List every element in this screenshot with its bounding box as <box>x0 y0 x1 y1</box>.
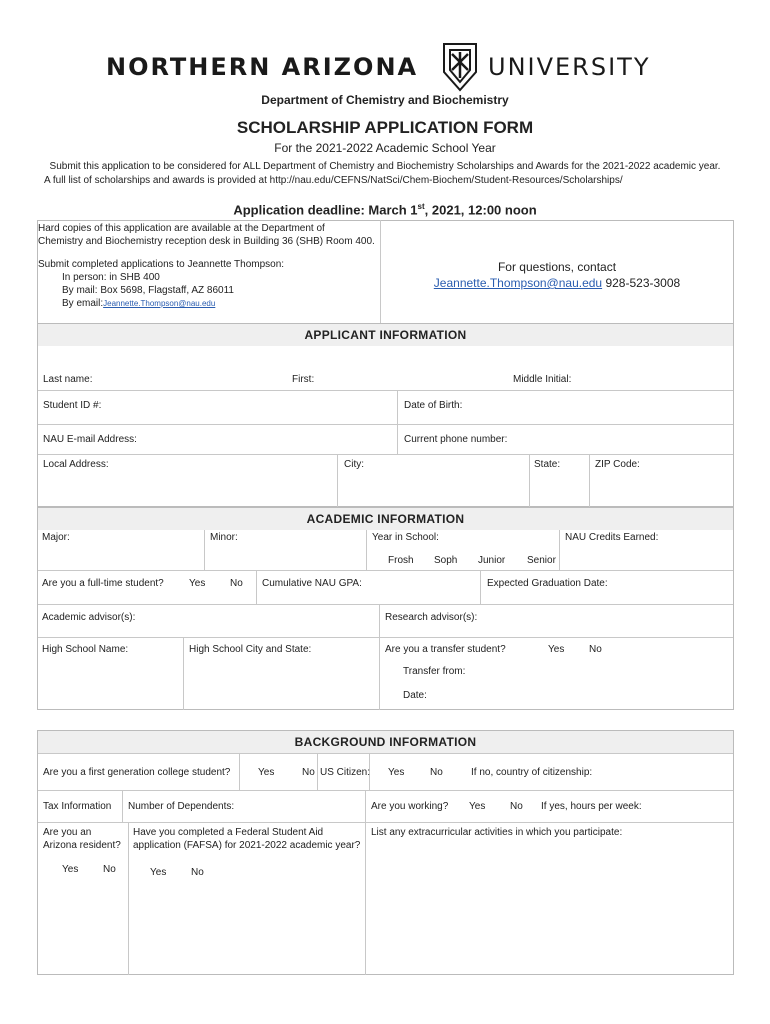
extracurricular-field[interactable]: List any extracurricular activities in which you participate: <box>371 827 623 838</box>
state-field[interactable]: State: <box>534 459 561 470</box>
department-name: Department of Chemistry and Biochemistry <box>261 93 509 107</box>
academic-advisor-field[interactable]: Academic advisor(s): <box>42 612 136 623</box>
divider <box>122 790 123 822</box>
zip-field[interactable]: ZIP Code: <box>595 459 640 470</box>
divider <box>317 753 318 790</box>
divider <box>38 822 733 823</box>
transfer-date-field[interactable]: Date: <box>403 690 427 701</box>
country-citizenship-field[interactable]: If no, country of citizenship: <box>471 767 593 778</box>
full-time-label: Are you a full-time student? <box>42 578 164 589</box>
transfer-yes-option[interactable]: Yes <box>548 644 565 655</box>
by-email <box>62 298 215 309</box>
dob-field[interactable]: Date of Birth: <box>404 400 463 411</box>
year-in-school-label: Year in School: <box>372 532 439 543</box>
contact-phone: 928-523-3008 <box>605 276 681 290</box>
divider <box>366 530 367 570</box>
hs-name-field[interactable]: High School Name: <box>42 644 129 655</box>
deadline-prefix: Application deadline: March 1 <box>233 202 418 218</box>
divider <box>38 424 733 425</box>
divider <box>38 637 733 638</box>
by-email-label: By email: <box>62 298 104 309</box>
year-option-senior[interactable]: Senior <box>527 555 556 566</box>
university-logo <box>0 40 770 90</box>
email-field[interactable]: NAU E-mail Address: <box>43 434 137 445</box>
hard-copies-line-2: Chemistry and Biochemistry reception desk in Building 36 (SHB) Room 400. <box>38 236 375 247</box>
contact-line <box>380 276 734 290</box>
local-address-field[interactable]: Local Address: <box>43 459 109 470</box>
first-gen-no-option[interactable]: No <box>302 767 315 778</box>
divider <box>38 390 733 391</box>
grad-date-field[interactable]: Expected Graduation Date: <box>487 578 608 589</box>
year-option-soph[interactable]: Soph <box>434 555 458 566</box>
applicant-heading: APPLICANT INFORMATION <box>304 328 467 342</box>
divider <box>589 454 590 507</box>
transfer-from-field[interactable]: Transfer from: <box>403 666 466 677</box>
deadline-suffix: , 2021, 12:00 noon <box>424 202 537 218</box>
divider <box>183 637 184 710</box>
divider <box>397 390 398 454</box>
first-name-field[interactable]: First: <box>292 374 315 385</box>
application-deadline <box>0 202 770 217</box>
submit-to: Submit completed applications to Jeannette Thompson: <box>38 259 285 270</box>
credits-field[interactable]: NAU Credits Earned: <box>565 532 659 543</box>
transfer-label: Are you a transfer student? <box>385 644 506 655</box>
divider <box>256 570 257 604</box>
major-field[interactable]: Major: <box>42 532 70 543</box>
by-mail: By mail: Box 5698, Flagstaff, AZ 86011 <box>62 285 234 296</box>
year-option-frosh[interactable]: Frosh <box>388 555 414 566</box>
shield-emblem-icon <box>440 42 480 92</box>
phone-field[interactable]: Current phone number: <box>404 434 508 445</box>
student-id-field[interactable]: Student ID #: <box>43 400 102 411</box>
contact-email-link[interactable]: Jeannette.Thompson@nau.edu <box>433 276 603 290</box>
applicant-section <box>37 323 734 507</box>
research-advisor-field[interactable]: Research advisor(s): <box>385 612 478 623</box>
academic-heading: ACADEMIC INFORMATION <box>306 512 465 526</box>
divider <box>337 454 338 507</box>
divider <box>365 790 366 975</box>
in-person: In person: in SHB 400 <box>62 272 160 283</box>
form-title: SCHOLARSHIP APPLICATION FORM <box>236 118 534 137</box>
full-time-yes-option[interactable]: Yes <box>189 578 206 589</box>
hard-copies-line-1: Hard copies of this application are available at the Department of <box>38 223 325 234</box>
by-email-link[interactable]: Jeannette.Thompson@nau.edu <box>103 299 216 308</box>
middle-initial-field[interactable]: Middle Initial: <box>513 374 572 385</box>
divider <box>38 604 733 605</box>
us-citizen-no-option[interactable]: No <box>430 767 443 778</box>
hours-field[interactable]: If yes, hours per week: <box>541 801 642 812</box>
logo-text-right: UNIVERSITY <box>488 53 651 81</box>
working-no-option[interactable]: No <box>510 801 523 812</box>
deadline-sup: st <box>417 202 425 211</box>
us-citizen-label: US Citizen: <box>320 767 371 778</box>
divider <box>529 454 530 507</box>
az-resident-yes-option[interactable]: Yes <box>62 864 79 875</box>
divider <box>379 604 380 710</box>
full-time-no-option[interactable]: No <box>230 578 243 589</box>
az-resident-line-1: Are you an <box>43 827 92 838</box>
divider <box>128 822 129 975</box>
az-resident-line-2: Arizona resident? <box>43 840 121 851</box>
intro-line-1: Submit this application to be considered for ALL Department of Chemistry and Biochemistry Scholarships and Awards for the 2021-2022 academic year. <box>49 161 721 172</box>
first-gen-label: Are you a first generation college student? <box>43 767 231 778</box>
last-name-field[interactable]: Last name: <box>43 374 93 385</box>
fafsa-yes-option[interactable]: Yes <box>150 867 167 878</box>
us-citizen-yes-option[interactable]: Yes <box>388 767 405 778</box>
minor-field[interactable]: Minor: <box>210 532 238 543</box>
working-yes-option[interactable]: Yes <box>469 801 486 812</box>
az-resident-no-option[interactable]: No <box>103 864 116 875</box>
first-gen-yes-option[interactable]: Yes <box>258 767 275 778</box>
tax-info-label: Tax Information <box>43 801 112 812</box>
fafsa-no-option[interactable]: No <box>191 867 204 878</box>
divider <box>38 753 733 754</box>
divider <box>204 530 205 570</box>
gpa-field[interactable]: Cumulative NAU GPA: <box>262 578 362 589</box>
fafsa-line-1: Have you completed a Federal Student Aid <box>133 827 324 838</box>
divider <box>38 790 733 791</box>
working-label: Are you working? <box>371 801 449 812</box>
divider <box>559 530 560 570</box>
city-field[interactable]: City: <box>344 459 364 470</box>
divider <box>38 454 733 455</box>
intro-line-2: A full list of scholarships and awards is provided at http://nau.edu/CEFNS/NatSci/Chem-Biochem/Student-Resources/Scholarships/ <box>44 175 623 186</box>
transfer-no-option[interactable]: No <box>589 644 602 655</box>
logo-text-left: NORTHERN ARIZONA <box>106 53 419 81</box>
year-option-junior[interactable]: Junior <box>478 555 506 566</box>
fafsa-line-2: application (FAFSA) for 2021-2022 academic year? <box>133 840 361 851</box>
divider <box>480 570 481 604</box>
divider <box>239 753 240 790</box>
background-heading: BACKGROUND INFORMATION <box>294 735 477 749</box>
dependents-field[interactable]: Number of Dependents: <box>128 801 235 812</box>
hs-city-field[interactable]: High School City and State: <box>189 644 312 655</box>
divider <box>38 570 733 571</box>
questions-label: For questions, contact <box>497 260 617 274</box>
form-subtitle: For the 2021-2022 Academic School Year <box>274 141 496 155</box>
